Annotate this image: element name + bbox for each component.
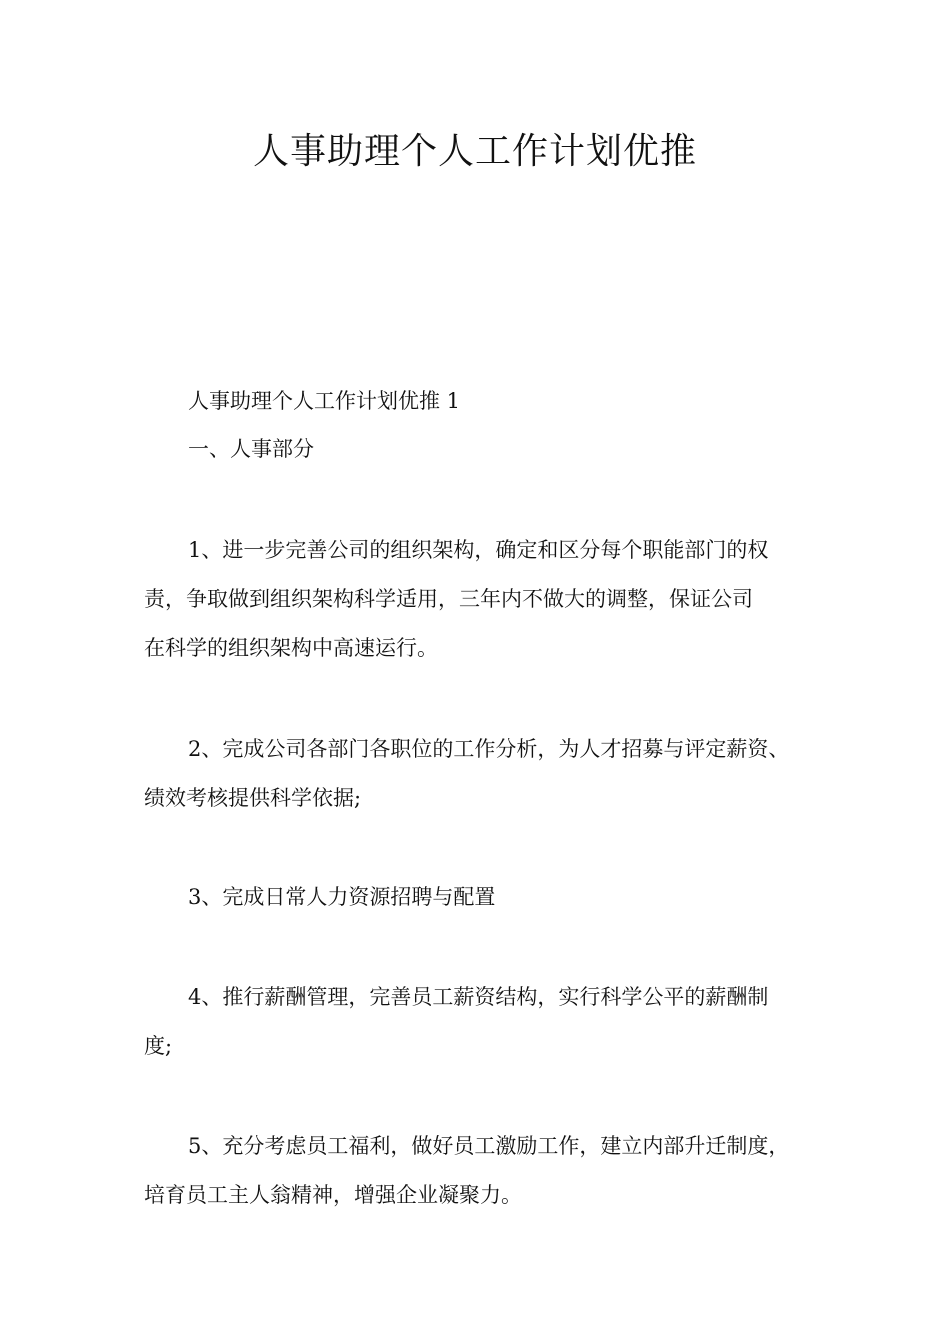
- paragraph-5-line-1: 5、充分考虑员工福利，做好员工激励工作，建立内部升迁制度，: [188, 1134, 790, 1158]
- paragraph-1-line-2: 责，争取做到组织架构科学适用，三年内不做大的调整，保证公司: [144, 587, 753, 611]
- paragraph-1-line-1: 1、进一步完善公司的组织架构，确定和区分每个职能部门的权: [188, 538, 769, 562]
- document-title: 人事助理个人工作计划优推: [252, 131, 697, 172]
- paragraph-3-line-1: 3、完成日常人力资源招聘与配置: [188, 885, 496, 909]
- section-heading: 一、人事部分: [188, 437, 314, 461]
- paragraph-2-line-1: 2、完成公司各部门各职位的工作分析，为人才招募与评定薪资、: [188, 737, 790, 761]
- paragraph-4-line-2: 度;: [144, 1034, 173, 1058]
- paragraph-4-line-1: 4、推行薪酬管理，完善员工薪资结构，实行科学公平的薪酬制: [188, 985, 769, 1009]
- document-subtitle: 人事助理个人工作计划优推 1: [188, 389, 461, 413]
- paragraph-5-line-2: 培育员工主人翁精神，增强企业凝聚力。: [144, 1183, 522, 1207]
- paragraph-2-line-2: 绩效考核提供科学依据;: [144, 786, 362, 810]
- paragraph-1-line-3: 在科学的组织架构中高速运行。: [144, 636, 438, 660]
